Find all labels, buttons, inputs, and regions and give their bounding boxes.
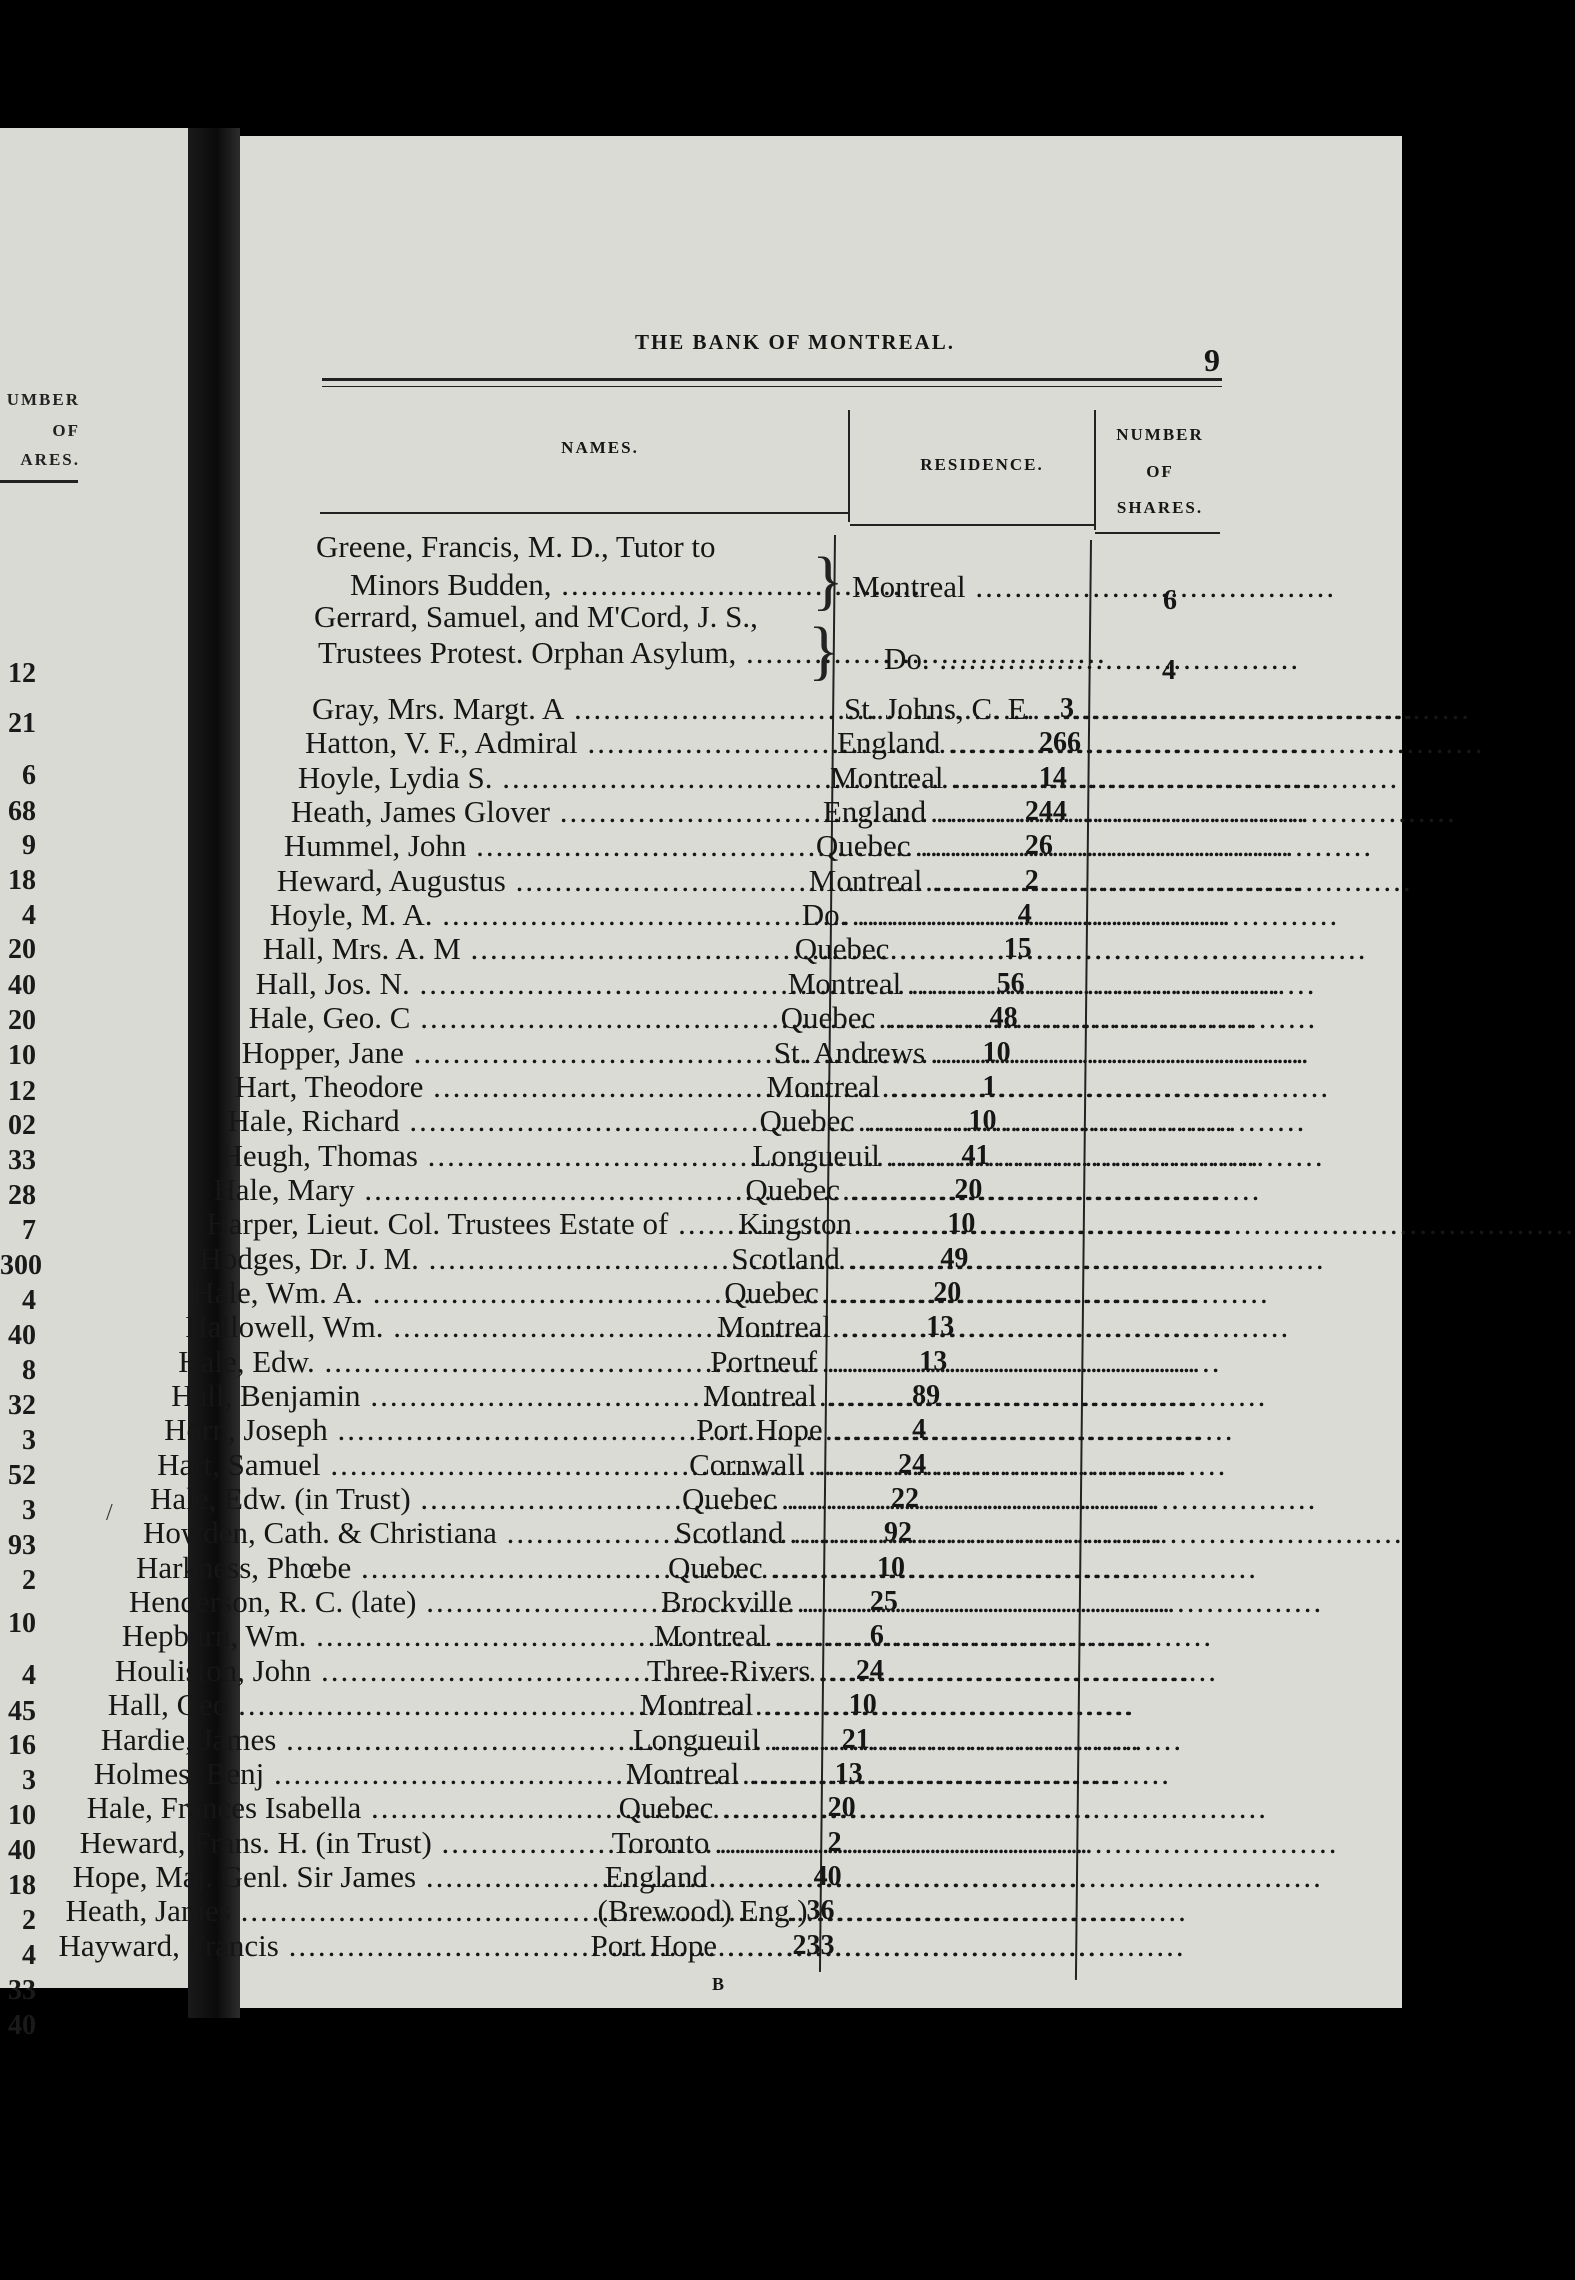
residence: Toronto ..... [612, 1826, 787, 1860]
residence: Montreal ..... [717, 1310, 892, 1344]
share-count: 13 [926, 1311, 955, 1343]
residence: Quebec ..... [759, 1104, 934, 1138]
table-row [220, 1139, 1040, 1173]
table-row [150, 1482, 970, 1516]
shareholder-name: Hale, Edw. ..... [178, 1345, 703, 1379]
signature-mark: B [712, 1974, 725, 1994]
header-divider-2 [1094, 410, 1096, 530]
shareholder-name: Hale, Geo. C ..... [249, 1001, 774, 1035]
entry-name-line: Minors Budden, ..... [350, 568, 810, 602]
shareholder-name: Hale, Mary ..... [213, 1173, 738, 1207]
top-rule-thin [322, 386, 1222, 387]
share-count: 36 [806, 1895, 835, 1927]
residence: Portneuf ..... [710, 1345, 885, 1379]
shareholder-name: Harper, Lieut. Col. Trustees Estate of ..... [206, 1207, 731, 1241]
residence: Quebec ..... [781, 1001, 956, 1035]
table-row [192, 1276, 1012, 1310]
share-count: 41 [961, 1139, 990, 1171]
table-row [227, 1104, 1047, 1138]
prev-shares-value: 10 [8, 1800, 36, 1831]
share-count: 3 [1060, 693, 1074, 724]
prev-shares-header-line1: UMBER [6, 390, 80, 409]
residence-header-rule [850, 524, 1095, 526]
share-count: 25 [869, 1586, 898, 1618]
residence: Port Hope ..... [696, 1413, 871, 1447]
share-count: 89 [912, 1380, 941, 1411]
prev-shares-header-line3: ARES. [20, 450, 80, 469]
share-count: 15 [1003, 933, 1032, 965]
prev-shares-value: 18 [8, 865, 36, 896]
top-rule-thick [322, 378, 1222, 381]
shareholder-name: Hepburn, Wm. ..... [122, 1619, 647, 1653]
residence: Montreal ..... [767, 1070, 942, 1104]
residence: Quebec ..... [745, 1173, 920, 1207]
residence: Do. ..... [802, 898, 977, 932]
prev-shares-value: 33 [8, 1975, 36, 2006]
running-head: THE BANK OF MONTREAL. [634, 330, 956, 354]
entry-shares: 6 [1163, 585, 1177, 616]
table-row [115, 1654, 935, 1688]
share-count: 49 [940, 1242, 969, 1274]
residence: Quebec ..... [795, 932, 970, 966]
prev-shares-value: 02 [8, 1110, 36, 1141]
residence: England ..... [823, 795, 998, 829]
residence: Scotland ..... [675, 1516, 850, 1550]
prev-shares-value: 21 [8, 708, 36, 739]
prev-shares-value: 40 [8, 970, 36, 1001]
shareholder-name: Hall, Benjamin ..... [171, 1379, 696, 1413]
share-count: 13 [834, 1757, 863, 1789]
prev-shares-value: 40 [8, 1835, 36, 1866]
shares-header-rule [1095, 532, 1220, 534]
residence: England ..... [605, 1860, 780, 1894]
share-count: 14 [1038, 761, 1067, 793]
shareholder-name: Harkness, Phœbe ..... [136, 1551, 661, 1585]
share-count: 40 [813, 1860, 842, 1892]
residence: (Brewood) Eng.) ..... [598, 1894, 773, 1928]
prev-shares-value: 2 [22, 1905, 36, 1936]
residence: England ..... [837, 726, 1012, 760]
shareholder-name: Hardie, James ..... [101, 1723, 626, 1757]
table-row [242, 1036, 1062, 1070]
entry-name-line: Trustees Protest. Orphan Asylum, ..... [318, 636, 808, 670]
prev-shares-value: 40 [8, 1320, 36, 1351]
shareholder-name: Hale, Wm. A. ..... [192, 1276, 717, 1310]
residence: Montreal ..... [703, 1379, 878, 1413]
residence: Quebec ..... [816, 829, 991, 863]
table-row [66, 1894, 886, 1928]
share-count: 233 [792, 1929, 835, 1961]
page-number: 9 [1204, 342, 1220, 378]
table-row [164, 1413, 984, 1447]
residence: Quebec ..... [668, 1551, 843, 1585]
shareholder-name: Hoyle, M. A. ..... [270, 898, 795, 932]
residence-header: RESIDENCE. [920, 455, 1044, 474]
share-count: 6 [869, 1620, 884, 1652]
brace-mark: } [808, 614, 840, 687]
table-row [178, 1345, 998, 1379]
residence: St. Andrews ..... [774, 1036, 949, 1070]
shareholder-name: Heath, James ..... [66, 1894, 591, 1928]
share-count: 20 [933, 1276, 962, 1308]
residence: Montreal ..... [640, 1688, 815, 1722]
prev-shares-value: 12 [8, 658, 36, 689]
share-count: 56 [996, 967, 1025, 999]
shareholder-name: Hayward, Francis ..... [58, 1929, 583, 1963]
prev-shares-value: 8 [22, 1355, 36, 1386]
residence: Kingston ..... [738, 1207, 913, 1241]
shareholder-name: Hodges, Dr. J. M. ..... [199, 1242, 724, 1276]
names-header-rule [320, 512, 850, 514]
share-count: 10 [968, 1105, 997, 1137]
shareholder-name: Hall, Jos. N. ..... [256, 967, 781, 1001]
table-row [305, 726, 1125, 760]
table-row [108, 1688, 928, 1722]
table-row [291, 795, 1111, 829]
residence: Montreal ..... [654, 1619, 829, 1653]
shareholder-name: Horn, Joseph ..... [164, 1413, 689, 1447]
residence: Quebec ..... [724, 1276, 899, 1310]
residence: Brockville ..... [661, 1585, 836, 1619]
shares-header-line1: NUMBER [1116, 425, 1204, 444]
table-row [284, 829, 1104, 863]
prev-shares-value: 2 [22, 1565, 36, 1596]
prev-shares-value: 52 [8, 1460, 36, 1491]
prev-shares-value: 3 [22, 1765, 36, 1796]
shareholder-name: Heward, Augustus ..... [277, 864, 802, 898]
prev-shares-value: 18 [8, 1870, 36, 1901]
share-count: 21 [841, 1723, 870, 1755]
shareholder-name: Henderson, R. C. (late) ..... [129, 1585, 654, 1619]
share-count: 4 [912, 1414, 927, 1446]
prev-shares-value: 32 [8, 1390, 36, 1421]
share-count: 24 [898, 1448, 927, 1480]
shareholder-name: Hale, Edw. (in Trust) ..... [150, 1482, 675, 1516]
table-row [157, 1448, 977, 1482]
prev-shares-value: 3 [22, 1425, 36, 1456]
prev-shares-value: 12 [8, 1076, 36, 1107]
residence: Quebec ..... [619, 1791, 794, 1825]
residence: Port Hope ..... [590, 1929, 765, 1963]
entry-name-line: Gerrard, Samuel, and M'Cord, J. S., [314, 599, 758, 634]
prev-shares-value: 4 [22, 1285, 36, 1316]
table-row [213, 1173, 1033, 1207]
share-count: 1 [982, 1070, 997, 1102]
share-count: 22 [891, 1483, 920, 1515]
shareholder-name: Heugh, Thomas ..... [220, 1139, 745, 1173]
prev-shares-value: 93 [8, 1530, 36, 1561]
table-row [171, 1379, 991, 1413]
prev-shares-value: 3 [22, 1495, 36, 1526]
share-count: 10 [947, 1208, 976, 1240]
shares-header-line3: SHARES. [1116, 498, 1204, 517]
shareholder-name: Gray, Mrs. Margt. A ..... [312, 692, 837, 726]
residence: Montreal ..... [809, 864, 984, 898]
prev-header-rule [0, 480, 78, 483]
share-count: 10 [876, 1551, 905, 1583]
share-count: 24 [855, 1654, 884, 1686]
prev-shares-value: 20 [8, 934, 36, 965]
table-row [185, 1310, 1005, 1344]
shareholder-name: Hallowell, Wm. ..... [185, 1310, 710, 1344]
share-count: 20 [827, 1792, 856, 1824]
table-row [94, 1757, 914, 1791]
entry-name-line: Greene, Francis, M. D., Tutor to [316, 529, 716, 564]
share-count: 10 [982, 1036, 1011, 1068]
shareholder-name: Hall, Geo ..... [108, 1688, 633, 1722]
entry-residence: Do. ..... [884, 642, 1082, 676]
share-count: 244 [1024, 796, 1067, 828]
shareholder-name: Hart, Samuel ..... [157, 1448, 682, 1482]
shareholder-name: Hale, Richard ..... [227, 1104, 752, 1138]
share-count: 4 [1017, 899, 1032, 931]
shares-header-line2: OF [1146, 462, 1174, 481]
prev-shares-value: 68 [8, 796, 36, 827]
shareholder-name: Hopper, Jane ..... [242, 1036, 767, 1070]
table-row [249, 1001, 1069, 1035]
residence: Longueuil ..... [633, 1723, 808, 1757]
shareholder-name: Hoyle, Lydia S. ..... [298, 761, 823, 795]
residence: Longueuil ..... [752, 1139, 927, 1173]
shareholder-name: Hart, Theodore ..... [235, 1070, 760, 1104]
shareholder-name: Howden, Cath. & Christiana ..... [143, 1516, 668, 1550]
table-row [73, 1860, 893, 1894]
prev-shares-value: 6 [22, 760, 36, 791]
table-row [270, 898, 1090, 932]
table-row [298, 761, 1118, 795]
shareholder-name: Heath, James Glover ..... [291, 795, 816, 829]
table-row [235, 1070, 1055, 1104]
prev-shares-value: 40 [8, 2010, 36, 2041]
brace-mark: } [812, 544, 844, 617]
residence: Scotland ..... [731, 1242, 906, 1276]
table-row [101, 1723, 921, 1757]
shareholder-name: Hale, Frances Isabella ..... [87, 1791, 612, 1825]
prev-shares-value: 10 [8, 1608, 36, 1639]
prev-shares-value: 4 [22, 1940, 36, 1971]
table-row [206, 1207, 1026, 1241]
prev-shares-value: 4 [22, 900, 36, 931]
names-header: NAMES. [561, 438, 639, 457]
shareholder-name: Hall, Mrs. A. M ..... [263, 932, 788, 966]
residence: Three-Rivers ..... [647, 1654, 822, 1688]
prev-shares-value: 20 [8, 1005, 36, 1036]
prev-shares-value: 10 [8, 1040, 36, 1071]
share-count: 20 [954, 1173, 983, 1205]
table-row [263, 932, 1083, 966]
table-row [199, 1242, 1019, 1276]
share-count: 92 [883, 1517, 912, 1549]
table-row [143, 1516, 963, 1550]
shareholder-name: Heward, Frans. H. (in Trust) ..... [80, 1826, 605, 1860]
prev-shares-value: 16 [8, 1730, 36, 1761]
table-row [129, 1585, 949, 1619]
table-row [312, 692, 1132, 726]
prev-shares-value: 28 [8, 1180, 36, 1211]
shareholder-name: Hatton, V. F., Admiral ..... [305, 726, 830, 760]
table-row [58, 1929, 878, 1963]
table-row [256, 967, 1076, 1001]
share-count: 2 [1024, 864, 1039, 896]
shareholder-name: Houliston, John ..... [115, 1654, 640, 1688]
share-count: 2 [827, 1826, 842, 1858]
table-row [122, 1619, 942, 1653]
prev-shares-value: 33 [8, 1145, 36, 1176]
prev-shares-header-line2: OF [52, 421, 80, 440]
share-count: 48 [989, 1002, 1018, 1034]
table-row [87, 1791, 907, 1825]
share-count: 13 [919, 1345, 948, 1377]
table-row [277, 864, 1097, 898]
prev-shares-value: 9 [22, 830, 36, 861]
residence: Quebec ..... [682, 1482, 857, 1516]
residence: Montreal ..... [788, 967, 963, 1001]
entry-residence: Montreal ..... [852, 570, 1084, 604]
table-row [136, 1551, 956, 1585]
header-divider-1 [848, 410, 850, 522]
prev-shares-value: 45 [8, 1696, 36, 1727]
share-count: 10 [848, 1689, 877, 1721]
shareholder-name: Hope, Maj. Genl. Sir James ..... [73, 1860, 598, 1894]
residence: Montreal ..... [626, 1757, 801, 1791]
share-count: 26 [1024, 830, 1053, 862]
residence: Montreal ..... [830, 761, 1005, 795]
shareholder-name: Holmes, Benj ..... [94, 1757, 619, 1791]
shareholder-name: Hummel, John ..... [284, 829, 809, 863]
prev-shares-value: 4 [22, 1660, 36, 1691]
prev-shares-value: 300 [0, 1250, 42, 1281]
entry-shares: 4 [1162, 655, 1176, 686]
prev-shares-value: 7 [22, 1215, 36, 1246]
pencil-mark: / [106, 1500, 113, 1526]
residence: St. Johns, C. E. ..... [844, 692, 1019, 726]
residence: Cornwall ..... [689, 1448, 864, 1482]
table-row [80, 1826, 900, 1860]
share-count: 266 [1038, 727, 1081, 759]
